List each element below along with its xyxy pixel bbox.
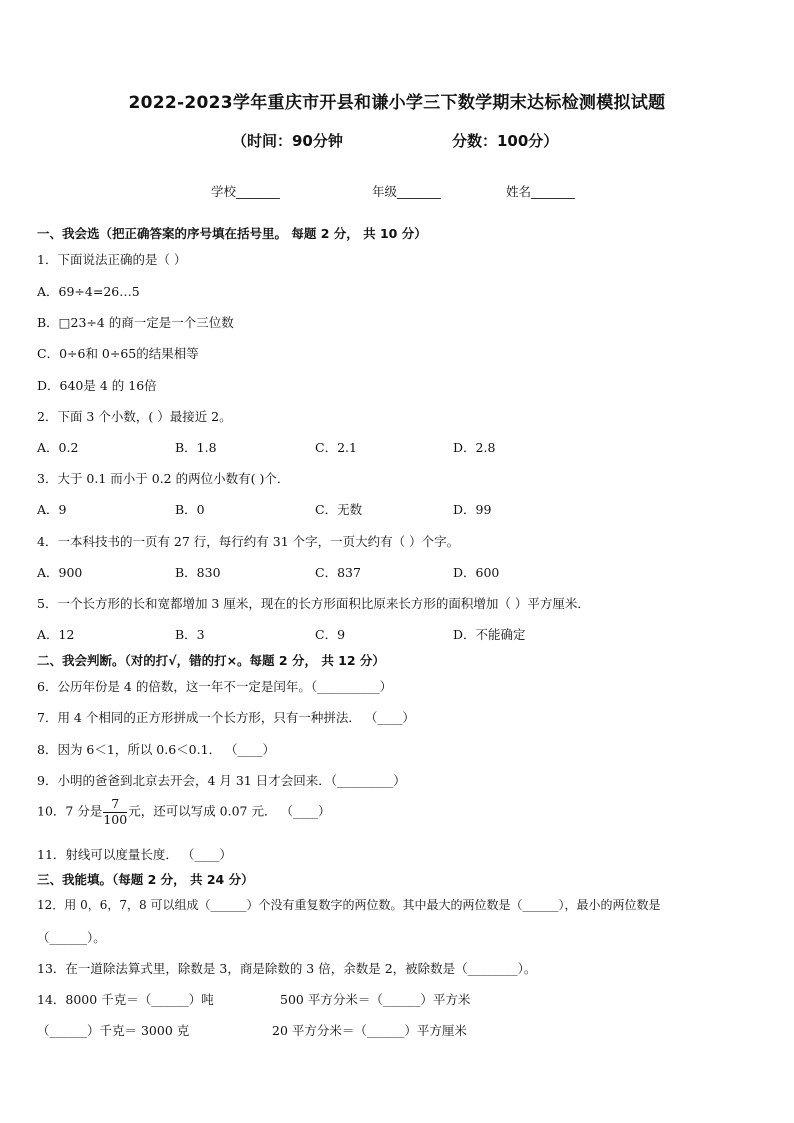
question-11: 11．射线可以度量长度． （____）: [37, 847, 232, 862]
page-title: 2022-2023学年重庆市开县和谦小学三下数学期末达标检测模拟试题: [128, 93, 666, 113]
question-14-part4: 20 平方分米＝（______）平方厘米: [272, 1023, 467, 1038]
question-2: 2．下面 3 个小数，( ）最接近 2。: [37, 409, 232, 424]
question-7: 7．用 4 个相同的正方形拼成一个长方形，只有一种拼法． （____）: [37, 710, 415, 725]
q10-prefix: 10．7 分是: [37, 803, 103, 819]
q5-option-b: B．3: [175, 627, 205, 642]
q3-option-c: C．无数: [315, 502, 363, 517]
question-10: [37, 798, 330, 826]
q2-option-a: A．0.2: [37, 440, 79, 455]
name-field: 姓名_______: [506, 184, 575, 199]
q3-option-d: D．99: [453, 502, 492, 517]
q1-option-d: D．640是 4 的 16倍: [37, 378, 157, 393]
q1-option-b: B．□23÷4 的商一定是一个三位数: [37, 315, 234, 330]
section-heading-2: 二、我会判断。（对的打√，错的打×。每题 2 分， 共 12 分）: [37, 653, 385, 668]
question-12-line2: （______）。: [37, 930, 106, 945]
q5-option-c: C．9: [315, 627, 346, 642]
q4-option-c: C．837: [315, 565, 361, 580]
question-6: 6．公历年份是 4 的倍数，这一年不一定是闰年。（__________）: [37, 679, 393, 694]
q10-fraction: [103, 798, 127, 826]
section-heading-3: 三、我能填。（每题 2 分， 共 24 分）: [37, 872, 254, 887]
question-14-part3: （______）千克＝ 3000 克: [37, 1023, 190, 1038]
question-8: 8．因为 6＜1，所以 0.6＜0.1． （____）: [37, 742, 276, 757]
question-12-line1: 12．用 0，6，7，8 可以组成（______）个没有重复数字的两位数。其中最大的两位数是（______），最小的两位数是: [37, 898, 661, 912]
exam-time: （时间：90分钟: [232, 132, 343, 150]
question-1: 1．下面说法正确的是（ ）: [37, 252, 187, 267]
q4-option-d: D．600: [453, 565, 500, 580]
q1-option-a: A．69÷4=26…5: [37, 284, 140, 299]
q2-option-c: C．2.1: [315, 440, 357, 455]
exam-score: 分数：100分）: [452, 132, 559, 150]
section-heading-1: 一、我会选（把正确答案的序号填在括号里。 每题 2 分， 共 10 分）: [37, 226, 427, 241]
q3-option-a: A．9: [37, 502, 67, 517]
question-14-part2: 500 平方分米＝（______）平方米: [280, 992, 471, 1007]
question-14-part1: 14．8000 千克＝（______）吨: [37, 992, 214, 1007]
q2-option-d: D．2.8: [453, 440, 496, 455]
question-5: 5．一个长方形的长和宽都增加 3 厘米，现在的长方形面积比原来长方形的面积增加（ ）平方厘米．: [37, 596, 590, 611]
q5-option-a: A．12: [37, 627, 75, 642]
q10-denominator: 100: [103, 811, 128, 827]
q10-suffix: 元，还可以写成 0.07 元． （____）: [128, 803, 331, 819]
question-3: 3．大于 0.1 而小于 0.2 的两位小数有( )个．: [37, 471, 290, 486]
question-9: 9．小明的爸爸到北京去开会，4 月 31 日才会回来．（_________）: [37, 773, 406, 788]
question-13: 13．在一道除法算式里，除数是 3，商是除数的 3 倍，余数是 2，被除数是（________）。: [37, 961, 537, 976]
q1-option-c: C．0÷6和 0÷65的结果相等: [37, 346, 199, 361]
question-4: 4．一本科技书的一页有 27 行，每行约有 31 个字，一页大约有（ ）个字。: [37, 534, 460, 549]
q3-option-b: B．0: [175, 502, 205, 517]
school-field: 学校_______: [211, 184, 280, 199]
q5-option-d: D．不能确定: [453, 627, 526, 642]
q4-option-b: B．830: [175, 565, 221, 580]
q4-option-a: A．900: [37, 565, 83, 580]
grade-field: 年级_______: [372, 184, 441, 199]
q10-numerator: 7: [103, 798, 127, 813]
q2-option-b: B．1.8: [175, 440, 217, 455]
